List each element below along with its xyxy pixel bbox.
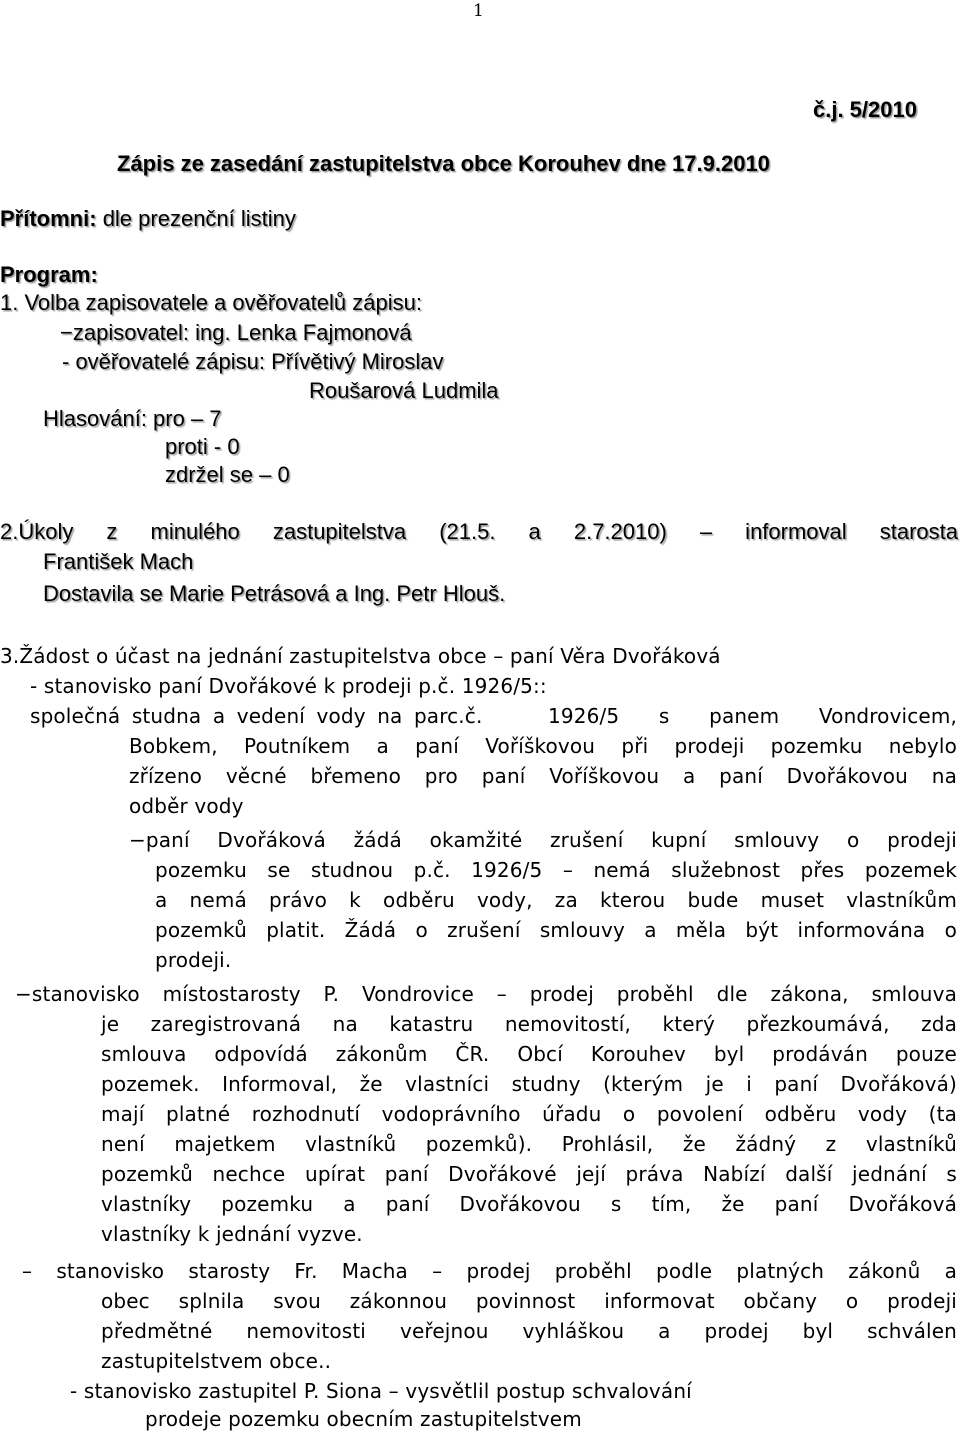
complaint-line-3: zřízeno věcné břemeno pro paní Voříškovou a paní Dvořákovou na (129, 764, 957, 788)
councillor-statement-line-2: prodeje pozemku obecním zastupitelstvem (145, 1407, 582, 1431)
verifiers-line-2: Roušarová Ludmila (309, 378, 499, 403)
complaint-line-4: odběr vody (129, 794, 244, 818)
mayor-statement-line-2: obec splnila svou zákonnou povinnost informovat občany o prodeji (101, 1289, 957, 1313)
recorder-line: −zapisovatel: ing. Lenka Fajmonová (60, 320, 412, 345)
mayor-statement-line-4: zastupitelstvem obce.. (101, 1349, 332, 1373)
mayor-statement-line-1: – stanovisko starosty Fr. Macha – prodej proběhl podle platných zákonů a (22, 1259, 957, 1283)
request-line-3: a nemá právo k odběru vody, za kterou bude muset vlastníkům (155, 888, 957, 912)
mayor-statement-line-3: předmětné nemovitosti veřejnou vyhláškou a prodej byl schválen (101, 1319, 957, 1343)
verifiers-line-1: - ověřovatelé zápisu: Přívětivý Miroslav (62, 349, 444, 374)
deputy-mayor-statement-line-9: vlastníky k jednání vyzve. (101, 1222, 363, 1246)
deputy-mayor-statement-line-3: smlouva odpovídá zákonům ČR. Obcí Korouhev byl prodáván pouze (101, 1042, 957, 1066)
request-line-2: pozemku se studnou p.č. 1926/5 – nemá služebnost přes pozemek (155, 858, 957, 882)
complaint-line-2: Bobkem, Poutníkem a paní Voříškovou při prodeji pozemku nebylo (129, 734, 957, 758)
deputy-mayor-statement-line-2: je zaregistrovaná na katastru nemovitostí, který přezkoumává, zda (101, 1012, 957, 1036)
complaint-line-1: 1926/5 s panem Vondrovicem, (548, 704, 957, 728)
request-line-4: pozemků platit. Žádá o zrušení smlouvy a měla být informována o (155, 918, 957, 942)
deputy-mayor-statement-line-1: −stanovisko místostarosty P. Vondrovice – prodej proběhl dle zákona, smlouva (15, 982, 957, 1006)
program-item-3-title: 3.Žádost o účast na jednání zastupitelstva obce – paní Věra Dvořáková (0, 644, 721, 668)
program-item-3-sub-1: - stanovisko paní Dvořákové k prodeji p.č. 1926/5:: (30, 674, 547, 698)
deputy-mayor-statement-line-4: pozemek. Informoval, že vlastníci studny (kterým je i paní Dvořáková) (101, 1072, 957, 1096)
attendance-label: Přítomni: (0, 206, 97, 231)
program-item-2-line-1: 2.Úkoly z minulého zastupitelstva (21.5. a 2.7.2010) – informoval starosta (0, 519, 958, 544)
program-item-2-line-2: František Mach (43, 549, 194, 574)
program-item-1-title: 1. Volba zapisovatele a ověřovatelů zápisu: (0, 290, 422, 315)
attendance-line (0, 206, 296, 232)
program-item-2-line-3: Dostavila se Marie Petrásová a Ing. Petr Hlouš. (43, 581, 506, 606)
page-number: 1 (473, 1, 484, 21)
request-line-5: prodeji. (155, 948, 232, 972)
vote-for: Hlasování: pro – 7 (43, 406, 222, 431)
program-item-3-sub-2: společná studna a vedení vody na parc.č. (30, 704, 483, 728)
request-line-1: −paní Dvořáková žádá okamžité zrušení kupní smlouvy o prodeji (129, 828, 957, 852)
deputy-mayor-statement-line-6: není majetkem vlastníků pozemků). Prohlásil, že žádný z vlastníků (101, 1132, 957, 1156)
vote-against: proti - 0 (165, 434, 240, 459)
deputy-mayor-statement-line-7: pozemků nechce upírat paní Dvořákové její práva Nabízí další jednání s (101, 1162, 957, 1186)
program-heading: Program: (0, 262, 98, 287)
vote-abstain: zdržel se – 0 (165, 462, 290, 487)
reference-number: č.j. 5/2010 (813, 97, 917, 122)
deputy-mayor-statement-line-8: vlastníky pozemku a paní Dvořákovou s tím, že paní Dvořáková (101, 1192, 957, 1216)
deputy-mayor-statement-line-5: mají platné rozhodnutí vodoprávního úřadu o povolení odběru vody (ta (101, 1102, 957, 1126)
document-title: Zápis ze zasedání zastupitelstva obce Korouhev dne 17.9.2010 (117, 151, 770, 176)
councillor-statement-line-1: - stanovisko zastupitel P. Siona – vysvětlil postup schvalování (70, 1379, 692, 1403)
attendance-value: dle prezenční listiny (102, 206, 296, 231)
